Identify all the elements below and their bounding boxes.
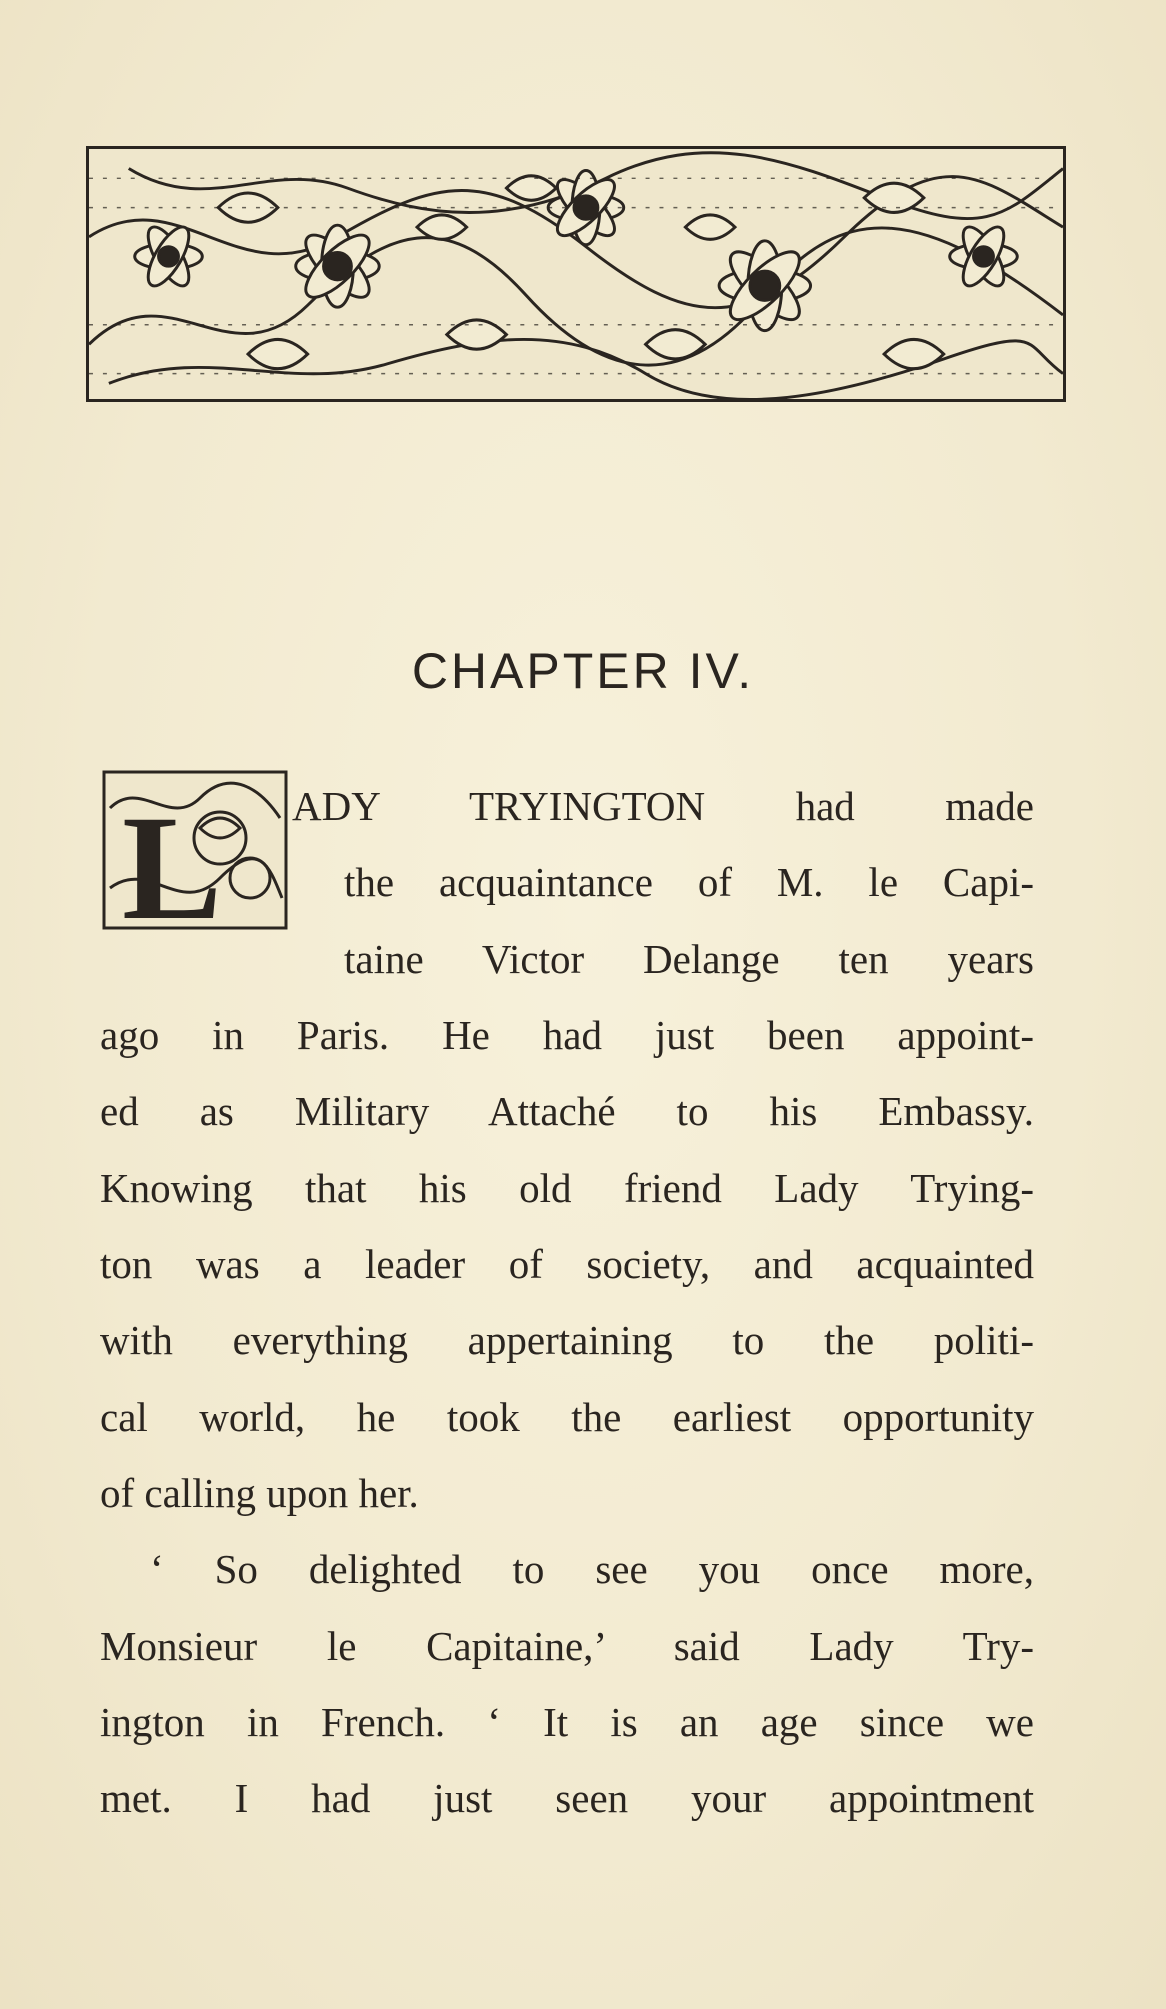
text-line-6: Knowing that his old friend Lady Trying- (100, 1165, 1034, 1211)
ornamental-headpiece (86, 146, 1066, 402)
text-line-3: taine Victor Delange ten years (344, 936, 1034, 982)
text-line-5: ed as Military Attaché to his Embassy. (100, 1088, 1034, 1134)
floral-ornament-icon (89, 149, 1063, 399)
ornamental-initial (100, 768, 290, 936)
text-line-14: met. I had just seen your appointment (100, 1775, 1034, 1821)
text-line-9: cal world, he took the earliest opportunity (100, 1394, 1034, 1440)
dropcap-letter: L (122, 785, 223, 936)
text-line-4: ago in Paris. He had just been appoint- (100, 1012, 1034, 1058)
text-line-2: the acquaintance of M. le Capi- (344, 859, 1034, 905)
chapter-title: CHAPTER IV. (411, 643, 755, 699)
text-line-12: Monsieur le Capitaine,’ said Lady Try- (100, 1623, 1034, 1669)
ornamental-initial-l-icon (100, 768, 290, 936)
text-line-8: with everything appertaining to the politi- (100, 1317, 1034, 1363)
text-line-1: ADY TRYINGTON had made (292, 783, 1034, 829)
text-line-7: ton was a leader of society, and acquainted (100, 1241, 1034, 1287)
text-line-10: of calling upon her. (100, 1470, 419, 1516)
text-line-13: ington in French. ‘ It is an age since we (100, 1699, 1034, 1745)
text-line-11: ‘ So delighted to see you once more, (150, 1546, 1034, 1592)
